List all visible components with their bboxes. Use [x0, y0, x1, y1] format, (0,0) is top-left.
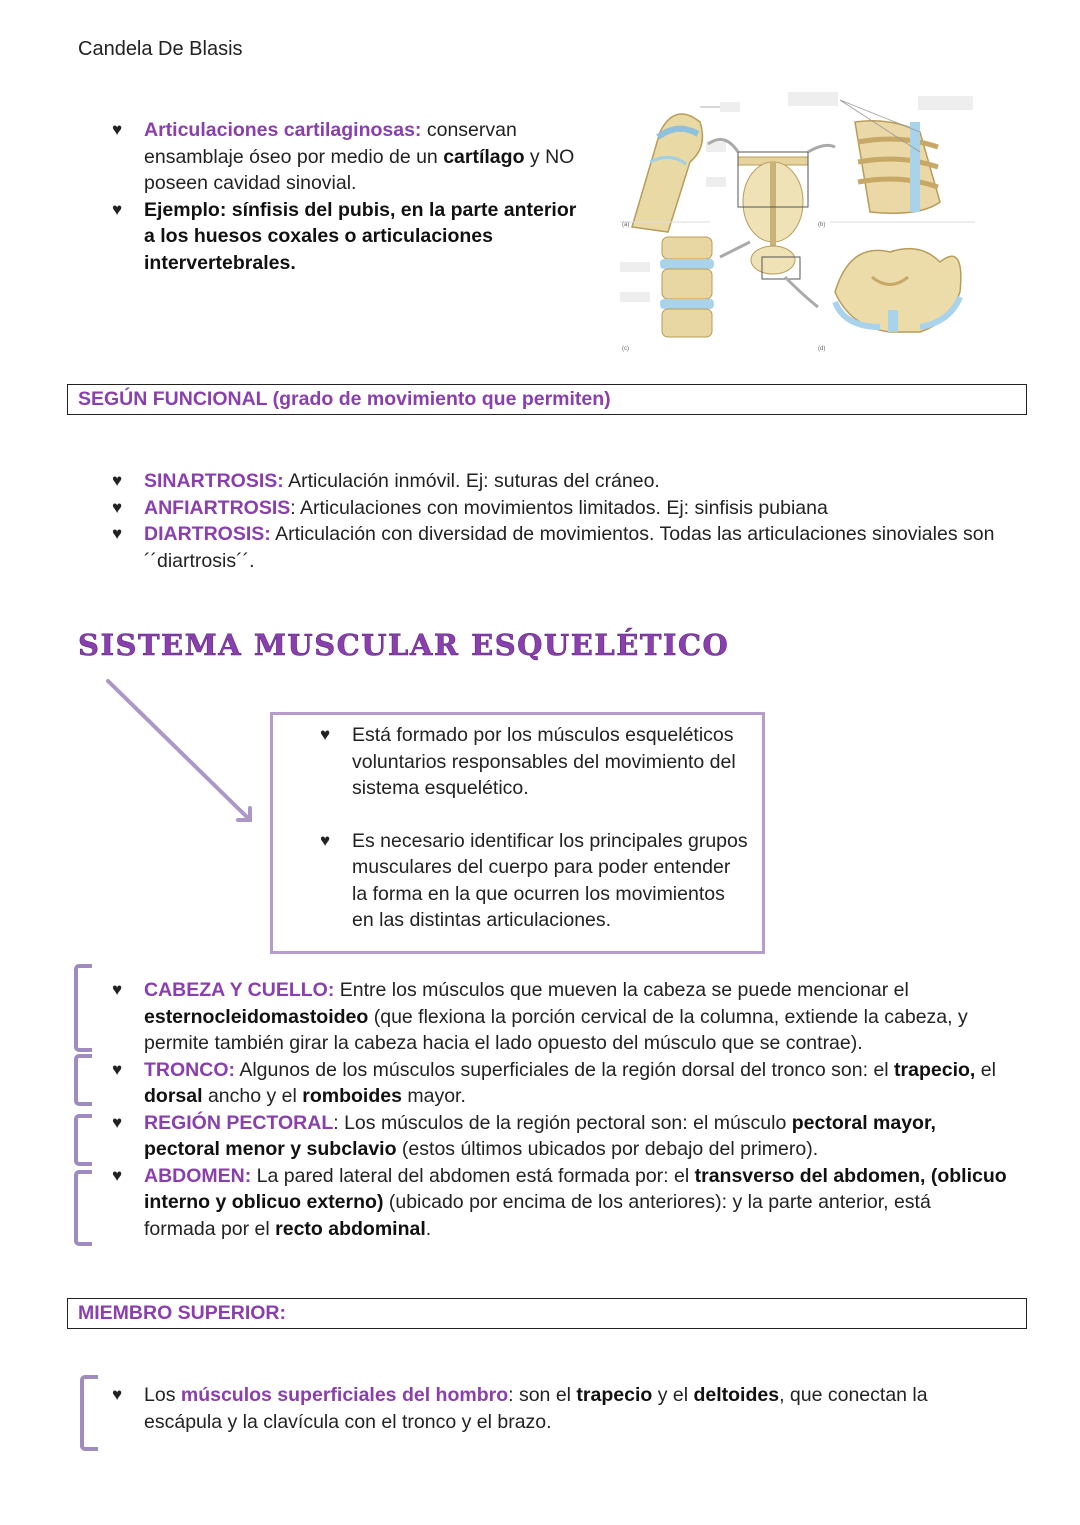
- list-item: ♥ ANFIARTROSIS: Articulaciones con movimientos limitados. Ej: sinfisis pubiana: [112, 495, 1002, 522]
- info-box-list: [320, 722, 750, 934]
- muscle-regions-list: [112, 977, 1007, 1242]
- pelvis-illustration: [835, 249, 961, 332]
- list-item: ♥ Articulaciones cartilaginosas: conservan ensamblaje óseo por medio de un cartílago y NO poseen cavidad sinovial.: [112, 117, 592, 197]
- ribs-illustration: [855, 121, 940, 214]
- bracket-decoration: [74, 1054, 92, 1106]
- list-item: ♥ Es necesario identificar los principales grupos musculares del cuerpo para poder entender la forma en la que ocurren los movimientos en las distintas articulaciones.: [320, 828, 750, 934]
- bracket-decoration: [80, 1375, 98, 1451]
- skeleton-illustration: [738, 152, 808, 279]
- upper-limb-header: MIEMBRO SUPERIOR:: [67, 1298, 1027, 1329]
- figure-label-c: (c): [622, 346, 629, 352]
- list-item: ♥ Los músculos superficiales del hombro: son el trapecio y el deltoides, que conectan la escápula y la clavícula con el tronco y el brazo.: [112, 1382, 992, 1435]
- list-item: ♥ CABEZA Y CUELLO: Entre los músculos que mueven la cabeza se puede mencionar el esternocleidomastoideo (que flexiona la porción cervical de la columna, extiende la cabeza, y permite también girar la cabeza hacia el lado opuesto del músculo que se contrae).: [112, 977, 1007, 1057]
- upper-limb-list: [112, 1382, 992, 1435]
- list-item: ♥ DIARTROSIS: Articulación con diversidad de movimientos. Todas las articulaciones sinoviales son ´´diartrosis´´.: [112, 521, 1002, 574]
- arrow-icon: [100, 675, 265, 835]
- list-item: ♥ Está formado por los músculos esqueléticos voluntarios responsables del movimiento del sistema esquelético.: [320, 722, 750, 802]
- bracket-decoration: [74, 1114, 92, 1166]
- figure-label-d: (d): [818, 346, 826, 352]
- vertebrae-illustration: [660, 237, 714, 337]
- figure-label-a: (a): [622, 222, 630, 228]
- section-title: SISTEMA MUSCULAR ESQUELÉTICO: [78, 628, 730, 662]
- list-item: ♥ ABDOMEN: La pared lateral del abdomen está formada por: el transverso del abdomen, (oblicuo interno y oblicuo externo) (ubicado por encima de los anteriores): y la parte anterior, está formada por el recto abdominal.: [112, 1163, 1007, 1243]
- author-name: Candela De Blasis: [78, 38, 243, 60]
- list-item: ♥ TRONCO: Algunos de los músculos superficiales de la región dorsal del tronco son: el trapecio, el dorsal ancho y el romboides mayor.: [112, 1057, 1007, 1110]
- functional-section-header: SEGÚN FUNCIONAL (grado de movimiento que permiten): [67, 384, 1027, 415]
- humerus-illustration: [632, 114, 702, 232]
- list-item: ♥ REGIÓN PECTORAL: Los músculos de la región pectoral son: el músculo pectoral mayor, pectoral menor y subclavio (estos últimos ubicados por debajo del primero).: [112, 1110, 1007, 1163]
- list-item: ♥ Ejemplo: sínfisis del pubis, en la parte anterior a los huesos coxales o articulaciones intervertebrales.: [112, 197, 592, 277]
- figure-label-b: (b): [818, 222, 826, 228]
- cartilaginous-list: [112, 117, 592, 276]
- functional-list: [112, 468, 1002, 574]
- cartilaginous-joints-figure: [620, 92, 980, 357]
- list-item: ♥ SINARTROSIS: Articulación inmóvil. Ej: suturas del cráneo.: [112, 468, 1002, 495]
- bracket-decoration: [74, 1170, 92, 1246]
- bracket-decoration: [74, 964, 92, 1052]
